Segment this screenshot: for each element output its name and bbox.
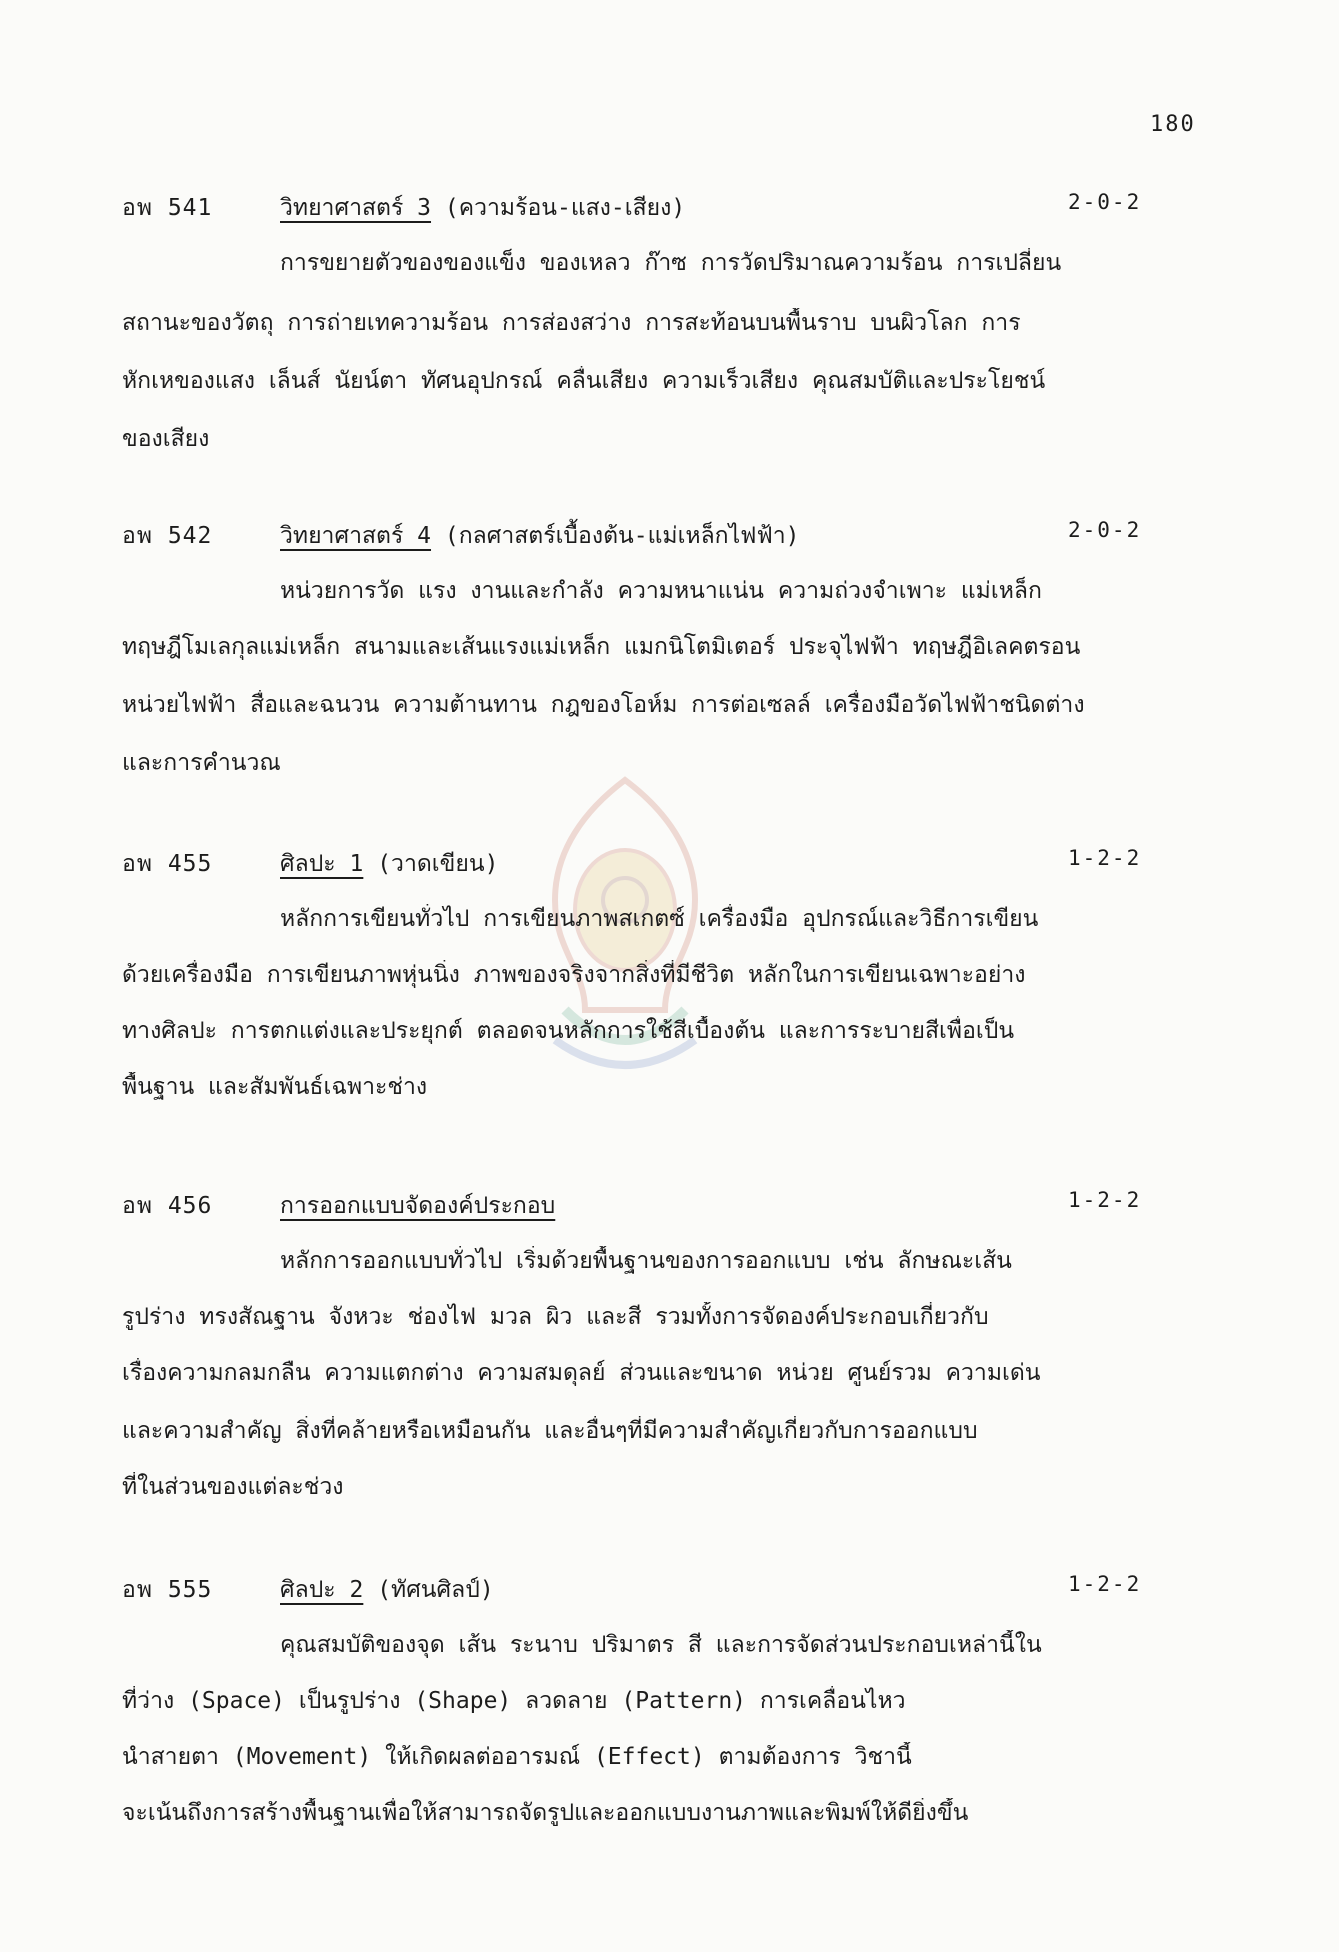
course-entry bbox=[0, 846, 1339, 1100]
course-title bbox=[280, 1572, 494, 1608]
course-title bbox=[280, 846, 498, 882]
description-line: ทฤษฎีโมเลกุลแม่เหล็ก สนามและเส้นแรงแม่เหล็ก แมกนิโตมิเตอร์ ประจุไฟฟ้า ทฤษฎีอิเลคตรอน bbox=[122, 634, 1081, 660]
description-line: พื้นฐาน และสัมพันธ์เฉพาะช่าง bbox=[122, 1074, 428, 1100]
course-code: อพ 455 bbox=[122, 851, 213, 877]
description-line: คุณสมบัติของจุด เส้น ระนาบ ปริมาตร สี และการจัดส่วนประกอบเหล่านี้ใน bbox=[280, 1632, 1042, 1658]
description-line: และการคำนวณ bbox=[122, 750, 281, 776]
description-line: หลักการเขียนทั่วไป การเขียนภาพสเกตซ์ เครื่องมือ อุปกรณ์และวิธีการเขียน bbox=[280, 906, 1039, 932]
description-line: ที่ในส่วนของแต่ละช่วง bbox=[122, 1474, 344, 1500]
description-line: การขยายตัวของของแข็ง ของเหลว ก๊าซ การวัดปริมาณความร้อน การเปลี่ยน bbox=[280, 250, 1062, 276]
course-credits: 1-2-2 bbox=[1068, 846, 1142, 870]
course-title-main: ศิลปะ 1 bbox=[280, 851, 364, 877]
course-entry bbox=[0, 518, 1339, 776]
description-line: หน่วยการวัด แรง งานและกำลัง ความหนาแน่น ความถ่วงจำเพาะ แม่เหล็ก bbox=[280, 578, 1042, 604]
description-line: ที่ว่าง (Space) เป็นรูปร่าง (Shape) ลวดลาย (Pattern) การเคลื่อนไหว bbox=[122, 1688, 906, 1714]
course-credits: 2-0-2 bbox=[1068, 190, 1142, 214]
course-title bbox=[280, 1188, 555, 1224]
course-credits: 1-2-2 bbox=[1068, 1188, 1142, 1212]
course-title-main: วิทยาศาสตร์ 4 bbox=[280, 523, 432, 549]
description-line: หลักการออกแบบทั่วไป เริ่มด้วยพื้นฐานของการออกแบบ เช่น ลักษณะเส้น bbox=[280, 1248, 1012, 1274]
course-code: อพ 456 bbox=[122, 1193, 213, 1219]
description-line: นำสายตา (Movement) ให้เกิดผลต่ออารมณ์ (Effect) ตามต้องการ วิชานี้ bbox=[122, 1744, 912, 1770]
course-title-subtitle: (ความร้อน-แสง-เสียง) bbox=[431, 195, 686, 221]
description-line: ของเสียง bbox=[122, 426, 210, 452]
course-title-subtitle: (วาดเขียน) bbox=[363, 851, 499, 877]
description-line: ทางศิลปะ การตกแต่งและประยุกต์ ตลอดจนหลักการใช้สีเบื้องต้น และการระบายสีเพื่อเป็น bbox=[122, 1018, 1015, 1044]
description-line: รูปร่าง ทรงสัณฐาน จังหวะ ช่องไฟ มวล ผิว และสี รวมทั้งการจัดองค์ประกอบเกี่ยวกับ bbox=[122, 1304, 989, 1330]
description-line: จะเน้นถึงการสร้างพื้นฐานเพื่อให้สามารถจัดรูปและออกแบบงานภาพและพิมพ์ให้ดียิ่งขึ้น bbox=[122, 1800, 969, 1826]
description-line: ด้วยเครื่องมือ การเขียนภาพหุ่นนิ่ง ภาพของจริงจากสิ่งที่มีชีวิต หลักในการเขียนเฉพาะอย่าง bbox=[122, 962, 1026, 988]
course-entry bbox=[0, 1572, 1339, 1826]
course-title-main: วิทยาศาสตร์ 3 bbox=[280, 195, 432, 221]
course-title-main: การออกแบบจัดองค์ประกอบ bbox=[280, 1193, 556, 1219]
course-credits: 1-2-2 bbox=[1068, 1572, 1142, 1596]
description-line: หักเหของแสง เล็นส์ นัยน์ตา ทัศนอุปกรณ์ คลื่นเสียง ความเร็วเสียง คุณสมบัติและประโยชน์ bbox=[122, 368, 1046, 394]
course-title bbox=[280, 190, 685, 226]
description-line: หน่วยไฟฟ้า สื่อและฉนวน ความต้านทาน กฎของโอห์ม การต่อเซลล์ เครื่องมือวัดไฟฟ้าชนิดต่าง bbox=[122, 692, 1085, 718]
course-entry bbox=[0, 1188, 1339, 1500]
description-line: และความสำคัญ สิ่งที่คล้ายหรือเหมือนกัน และอื่นๆที่มีความสำคัญเกี่ยวกับการออกแบบ bbox=[122, 1418, 978, 1444]
course-title bbox=[280, 518, 800, 554]
course-credits: 2-0-2 bbox=[1068, 518, 1142, 542]
course-code: อพ 555 bbox=[122, 1577, 213, 1603]
watermark-seal-icon bbox=[525, 770, 725, 1100]
course-code: อพ 542 bbox=[122, 523, 213, 549]
course-title-subtitle: (กลศาสตร์เบื้องต้น-แม่เหล็กไฟฟ้า) bbox=[431, 523, 800, 549]
course-title-main: ศิลปะ 2 bbox=[280, 1577, 364, 1603]
course-code: อพ 541 bbox=[122, 195, 213, 221]
page-number: 180 bbox=[1150, 112, 1196, 137]
course-title-subtitle: (ทัศนศิลป์) bbox=[363, 1577, 494, 1603]
description-line: เรื่องความกลมกลืน ความแตกต่าง ความสมดุลย์ ส่วนและขนาด หน่วย ศูนย์รวม ความเด่น bbox=[122, 1360, 1041, 1386]
description-line: สถานะของวัตถุ การถ่ายเทความร้อน การส่องสว่าง การสะท้อนบนพื้นราบ บนผิวโลก การ bbox=[122, 310, 1021, 336]
course-entry bbox=[0, 190, 1339, 452]
